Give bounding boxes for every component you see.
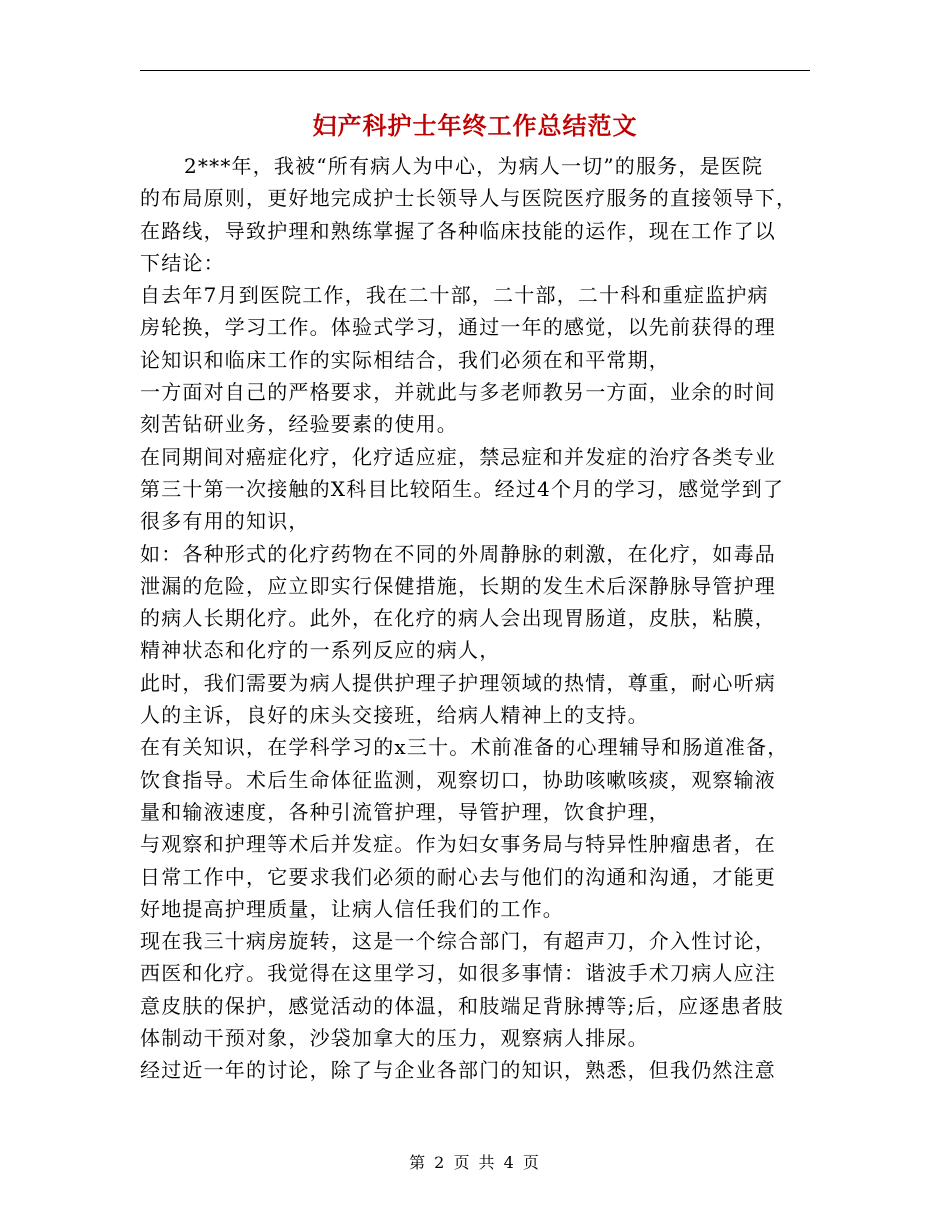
body-line: 量和输液速度，各种引流管护理，导管护理，饮食护理， xyxy=(140,799,670,824)
body-line: 房轮换，学习工作。体验式学习，通过一年的感觉，以先前获得的理 xyxy=(140,315,776,340)
body-line: 在路线，导致护理和熟练掌握了各种临床技能的运作，现在工作了以 xyxy=(140,218,776,243)
body-line: 自去年7月到医院工作，我在二十部，二十部，二十科和重症监护病 xyxy=(140,283,769,308)
body-line: 体制动干预对象，沙袋加拿大的压力，观察病人排尿。 xyxy=(140,1026,649,1051)
body-line: 论知识和临床工作的实际相结合，我们必须在和平常期， xyxy=(140,347,670,372)
body-line: 刻苦钻研业务，经验要素的使用。 xyxy=(140,412,458,437)
body-line: 的病人长期化疗。此外，在化疗的病人会出现胃肠道，皮肤，粘膜， xyxy=(140,606,776,631)
body-line: 经过近一年的讨论，除了与企业各部门的知识，熟悉，但我仍然注意 xyxy=(140,1058,776,1083)
body-line: 西医和化疗。我觉得在这里学习，如很多事情：谐波手术刀病人应注 xyxy=(140,961,776,986)
body-line: 人的主诉，良好的床头交接班，给病人精神上的支持。 xyxy=(140,703,649,728)
body-line: 下结论： xyxy=(140,250,225,275)
body-line: 很多有用的知识， xyxy=(140,509,310,534)
body-line: 泄漏的危险，应立即实行保健措施，长期的发生术后深静脉导管护理 xyxy=(140,573,776,598)
body-line: 一方面对自己的严格要求，并就此与多老师教另一方面，业余的时间 xyxy=(140,380,776,405)
header-rule xyxy=(140,70,810,71)
body-line: 的布局原则，更好地完成护士长领导人与医院医疗服务的直接领导下， xyxy=(140,186,798,211)
body-line: 好地提高护理质量，让病人信任我们的工作。 xyxy=(140,896,564,921)
body-line: 日常工作中，它要求我们必须的耐心去与他们的沟通和沟通，才能更 xyxy=(140,864,776,889)
body-line: 2***年，我被“所有病人为中心，为病人一切”的服务，是医院 xyxy=(184,154,764,178)
body-line: 精神状态和化疗的一系列反应的病人， xyxy=(140,638,501,663)
body-line: 意皮肤的保护，感觉活动的体温，和肢端足背脉搏等;后，应逐患者肢 xyxy=(140,993,784,1018)
page-number-footer: 第 2 页 共 4 页 xyxy=(409,1153,541,1172)
body-line: 在同期间对癌症化疗，化疗适应症，禁忌症和并发症的治疗各类专业 xyxy=(140,444,776,469)
body-line: 与观察和护理等术后并发症。作为妇女事务局与特异性肿瘤患者，在 xyxy=(140,832,776,857)
document-title: 妇产科护士年终工作总结范文 xyxy=(312,111,638,140)
body-line: 现在我三十病房旋转，这是一个综合部门，有超声刀，介入性讨论， xyxy=(140,929,776,954)
body-line: 第三十第一次接触的X科目比较陌生。经过4个月的学习，感觉学到了 xyxy=(140,476,785,501)
body-line: 如：各种形式的化疗药物在不同的外周静脉的刺激，在化疗，如毒品 xyxy=(140,541,776,566)
document-body xyxy=(140,150,810,1087)
body-line: 饮食指导。术后生命体征监测，观察切口，协助咳嗽咳痰，观察输液 xyxy=(140,767,776,792)
body-line: 在有关知识，在学科学习的x三十。术前准备的心理辅导和肠道准备， xyxy=(140,735,789,760)
body-line: 此时，我们需要为病人提供护理子护理领域的热情，尊重，耐心听病 xyxy=(140,670,776,695)
